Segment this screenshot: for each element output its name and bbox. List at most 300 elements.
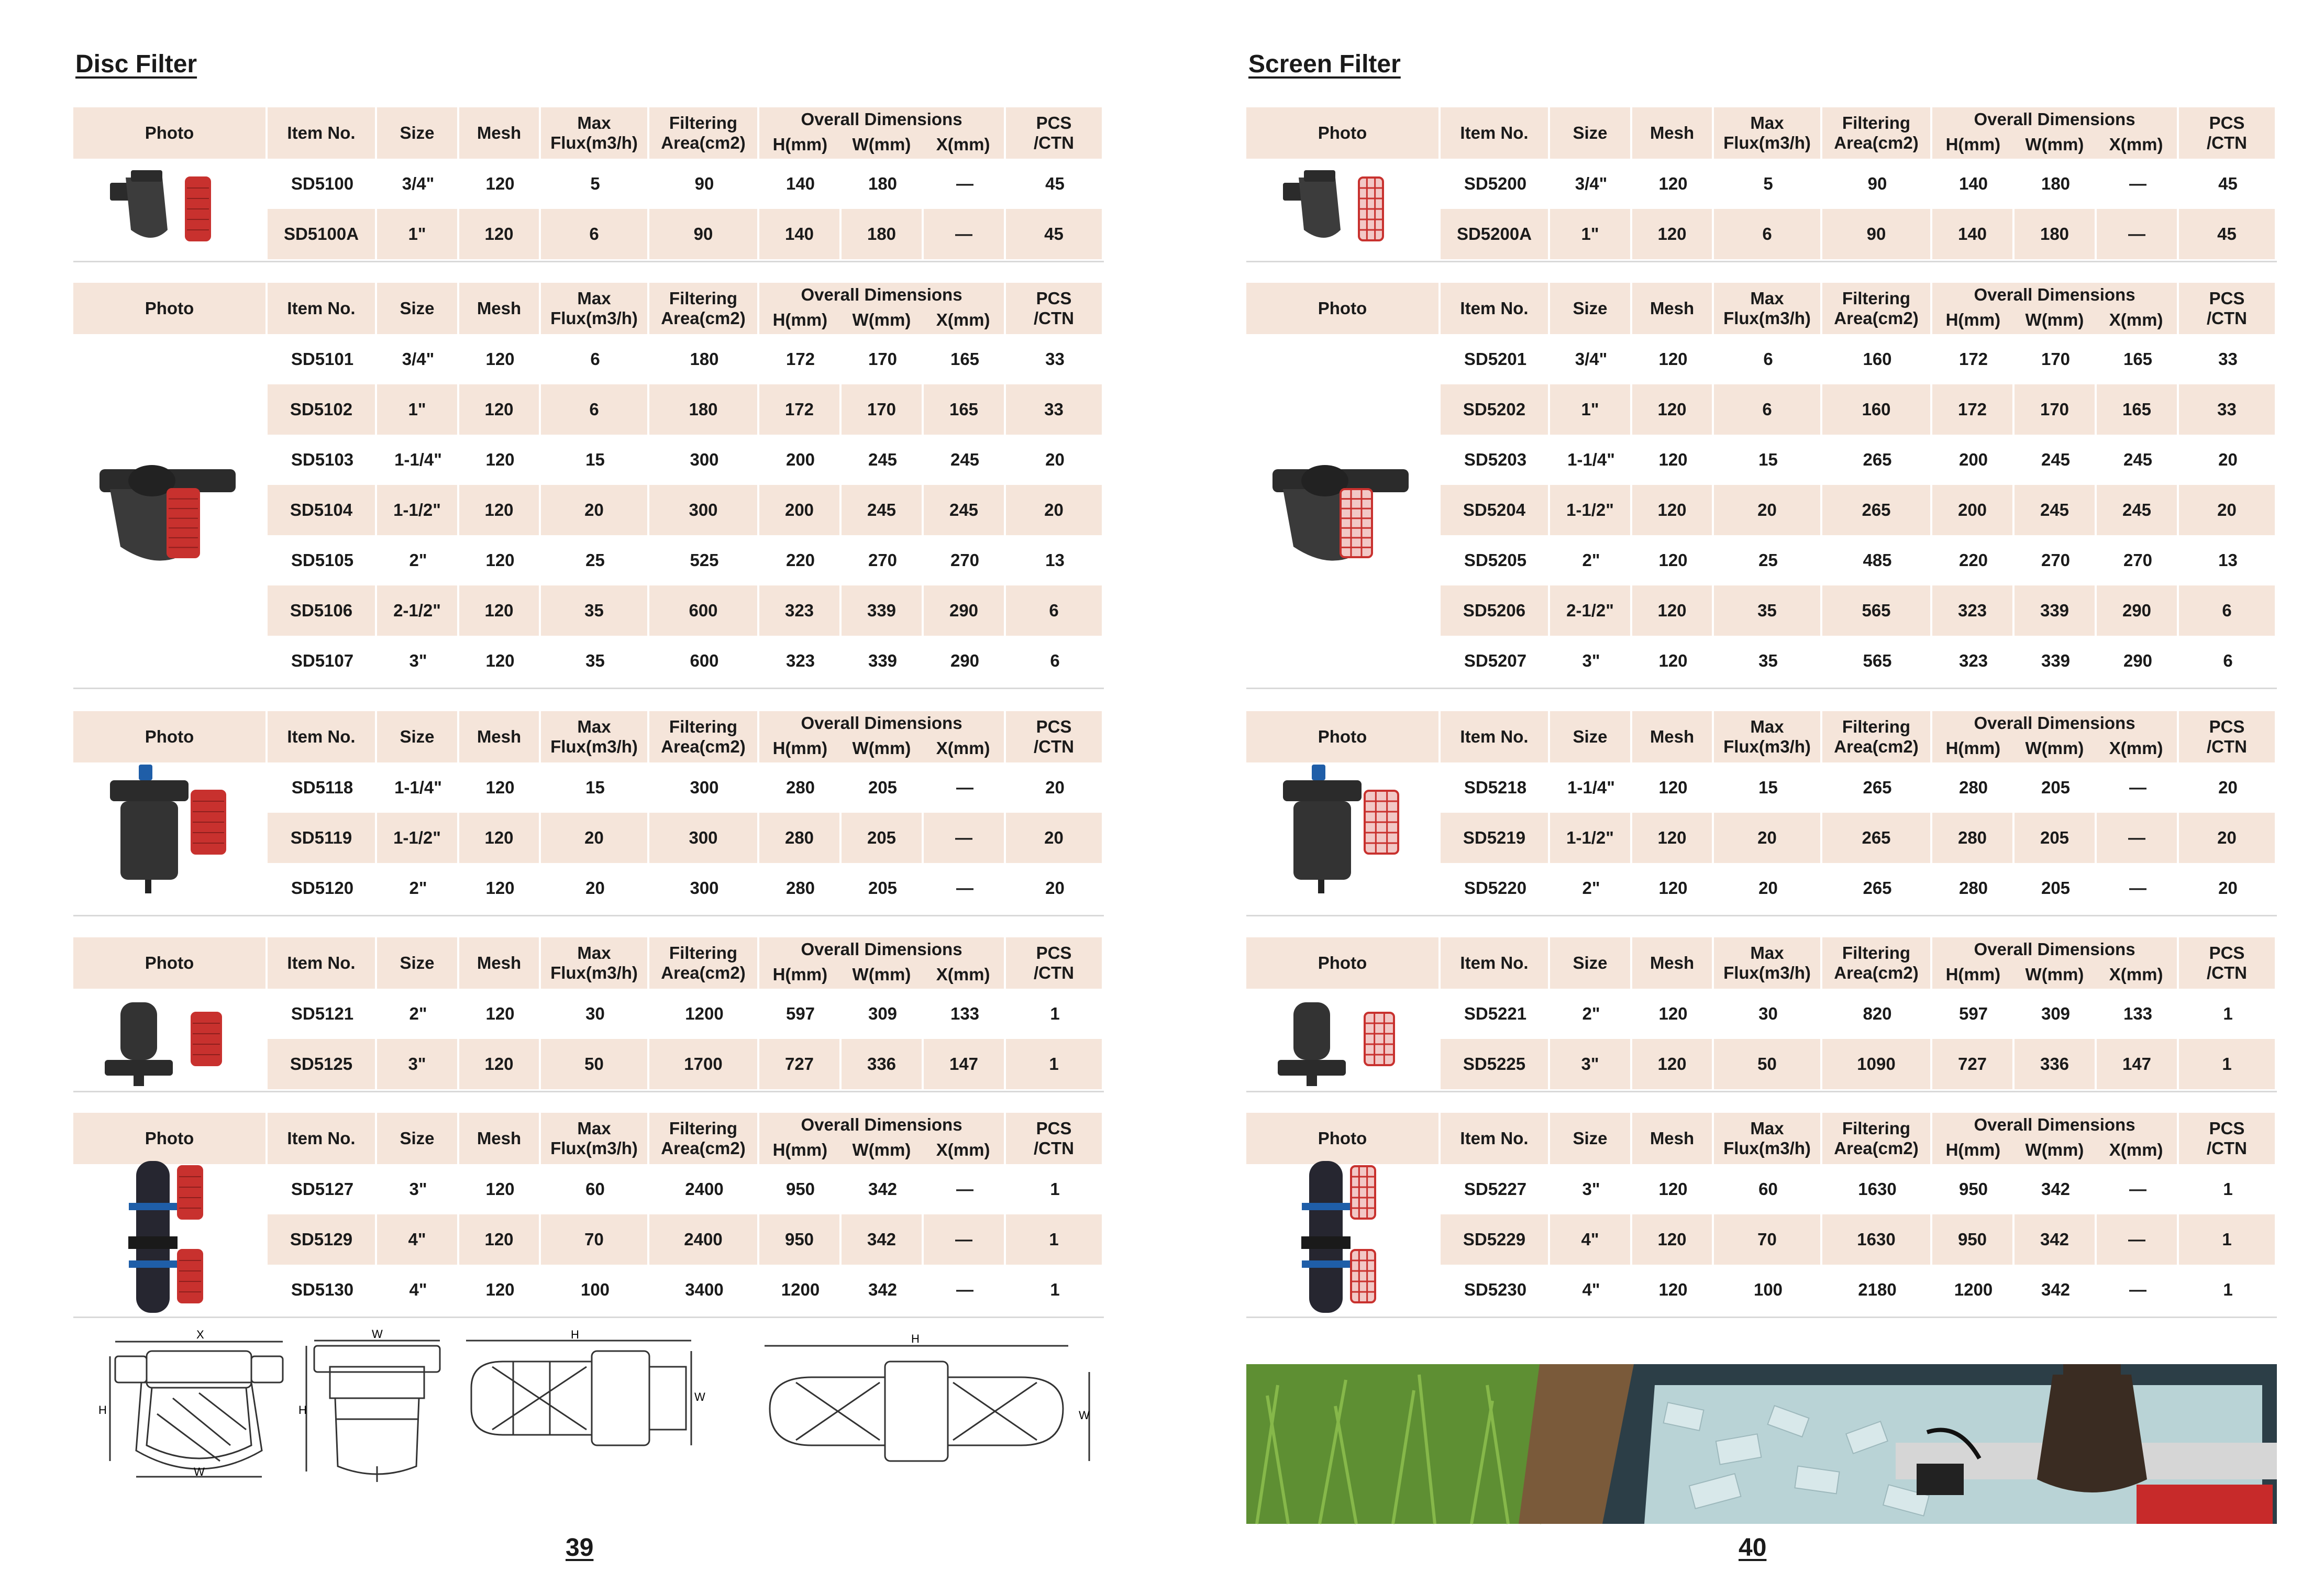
table-cell: 172 xyxy=(759,384,842,435)
header-line: Filtering xyxy=(669,113,738,132)
table-cell: 20 xyxy=(2179,485,2277,535)
table-cell: 3" xyxy=(1582,651,1600,670)
table-cell: 342 xyxy=(868,1280,898,1299)
header-filtering-area xyxy=(649,107,759,159)
table-cell: 2180 xyxy=(1858,1280,1897,1299)
table-cell: 120 xyxy=(1632,384,1714,435)
header-line: Flux(m3/h) xyxy=(1723,1138,1811,1158)
header-size: Size xyxy=(1550,107,1632,159)
table-cell: 100 xyxy=(1753,1280,1783,1299)
header-mesh: Mesh xyxy=(459,937,541,989)
table-cell: 245 xyxy=(2123,450,2153,469)
header-overall-dimensions xyxy=(1932,107,2179,159)
spec-table xyxy=(73,107,1104,262)
table-cell: 5 xyxy=(1763,174,1773,193)
table-cell: 1 xyxy=(1006,1039,1104,1089)
table-cell: 120 xyxy=(485,174,515,193)
table-row xyxy=(1441,535,2277,585)
page-number: 39 xyxy=(566,1534,594,1562)
table-cell: 120 xyxy=(485,550,515,570)
table-cell: 3/4" xyxy=(1575,349,1608,369)
table-cell: 300 xyxy=(649,813,759,863)
table-row xyxy=(268,485,1104,535)
header-line: /CTN xyxy=(1034,737,1074,756)
header-mesh: Mesh xyxy=(1632,937,1714,989)
table-cell: 5 xyxy=(590,174,600,193)
header-line: Filtering xyxy=(1842,289,1911,308)
header-max-flux xyxy=(541,937,649,989)
header-line: Max xyxy=(1750,289,1784,308)
table-cell: 120 xyxy=(1632,209,1714,259)
table-cell: 120 xyxy=(459,585,541,636)
table-cell: 565 xyxy=(1822,585,1932,636)
table-cell: 180 xyxy=(2015,209,2097,259)
table-row xyxy=(1441,863,2277,913)
table-row xyxy=(1441,209,2277,259)
table-cell: SD5206 xyxy=(1441,585,1550,636)
table-cell: 180 xyxy=(2041,174,2071,193)
table-cell: 342 xyxy=(842,1214,924,1265)
table-cell: 20 xyxy=(585,878,605,898)
header-overall-dimensions xyxy=(1932,283,2179,334)
header-line: Max xyxy=(577,717,611,736)
dimension-diagram-y-filter xyxy=(94,1330,304,1482)
header-filtering-area xyxy=(1822,711,1932,762)
table-cell: 200 xyxy=(1932,485,2015,535)
table-cell: 6 xyxy=(1714,384,1822,435)
table-cell: SD5106 xyxy=(268,585,377,636)
dimension-diagram-dual-filter xyxy=(754,1330,1100,1482)
table-row xyxy=(268,762,1104,813)
header-dim-w: W(mm) xyxy=(852,1140,911,1159)
diagram-w-label: W xyxy=(372,1327,383,1341)
header-overall-dimensions xyxy=(759,937,1006,989)
table-cell: 35 xyxy=(541,585,649,636)
table-cell: 342 xyxy=(2041,1179,2071,1199)
header-max-flux xyxy=(1714,1113,1822,1164)
spec-table xyxy=(1246,711,2277,916)
header-pcs xyxy=(2179,1113,2277,1164)
table-cell: 50 xyxy=(541,1039,649,1089)
table-cell: 1-1/4" xyxy=(394,778,442,797)
table-cell: SD5104 xyxy=(268,485,377,535)
header-photo: Photo xyxy=(73,711,268,762)
table-cell: 33 xyxy=(1006,384,1104,435)
table-cell: 2" xyxy=(1582,1004,1600,1023)
table-cell: 120 xyxy=(459,485,541,535)
header-line: PCS xyxy=(1036,289,1072,308)
header-line: Filtering xyxy=(1842,717,1911,736)
header-size: Size xyxy=(377,711,459,762)
header-max-flux xyxy=(541,1113,649,1164)
table-cell: 245 xyxy=(950,450,980,469)
table-cell: — xyxy=(2097,209,2179,259)
table-cell: 147 xyxy=(924,1039,1006,1089)
table-cell: 90 xyxy=(649,209,759,259)
header-line: Filtering xyxy=(1842,943,1911,962)
table-cell: 1-1/2" xyxy=(1550,485,1632,535)
table-cell: 45 xyxy=(1045,174,1065,193)
table-cell: 20 xyxy=(1006,485,1104,535)
header-dim-x: X(mm) xyxy=(2109,135,2163,154)
header-dim-w: W(mm) xyxy=(2025,965,2084,984)
spec-table xyxy=(1246,937,2277,1092)
table-cell: 290 xyxy=(950,651,980,670)
table-cell: 280 xyxy=(785,778,815,797)
table-cell: 60 xyxy=(585,1179,605,1199)
table-cell: 147 xyxy=(2097,1039,2179,1089)
table-cell: SD5221 xyxy=(1464,1004,1527,1023)
spec-table xyxy=(1246,1113,2277,1318)
product-photo xyxy=(1246,159,1441,259)
table-cell: 2" xyxy=(1582,878,1600,898)
table-row xyxy=(1441,435,2277,485)
table-cell: 165 xyxy=(2097,384,2179,435)
table-cell: 205 xyxy=(2015,813,2097,863)
table-cell: 6 xyxy=(1714,209,1822,259)
table-cell: 170 xyxy=(2015,384,2097,435)
table-cell: 15 xyxy=(585,450,605,469)
table-cell: SD5107 xyxy=(291,651,354,670)
diagram-h-label: H xyxy=(571,1328,579,1341)
table-cell: 727 xyxy=(1932,1039,2015,1089)
header-line: Flux(m3/h) xyxy=(550,1138,638,1158)
table-header xyxy=(73,711,1104,762)
table-cell: 172 xyxy=(1958,349,1988,369)
table-cell: 6 xyxy=(541,209,649,259)
table-cell: 120 xyxy=(485,778,515,797)
table-cell: SD5220 xyxy=(1464,878,1527,898)
table-cell: 6 xyxy=(1050,651,1060,670)
header-overall-dimensions xyxy=(759,283,1006,334)
header-pcs xyxy=(2179,711,2277,762)
header-overall-dimensions xyxy=(759,1113,1006,1164)
header-filtering-area xyxy=(649,283,759,334)
header-line: Max xyxy=(577,1119,611,1138)
table-row xyxy=(268,1214,1104,1265)
table-cell: 120 xyxy=(485,349,515,369)
table-cell: SD5120 xyxy=(291,878,354,898)
table-cell: 6 xyxy=(541,384,649,435)
spec-table xyxy=(1246,107,2277,262)
header-dim-h: H(mm) xyxy=(1945,135,2001,154)
table-cell: 200 xyxy=(785,450,815,469)
table-cell: 33 xyxy=(2179,384,2277,435)
table-row xyxy=(1441,636,2277,686)
table-cell: 339 xyxy=(842,585,924,636)
table-cell: 265 xyxy=(1863,778,1892,797)
table-cell: 133 xyxy=(950,1004,980,1023)
table-cell: — xyxy=(956,778,973,797)
table-cell: 339 xyxy=(2015,585,2097,636)
table-cell: 120 xyxy=(485,1004,515,1023)
table-cell: 950 xyxy=(1958,1179,1988,1199)
table-cell: 20 xyxy=(2218,450,2238,469)
table-cell: 309 xyxy=(868,1004,898,1023)
table-cell: 13 xyxy=(1045,550,1065,570)
header-line: Max xyxy=(577,289,611,308)
table-row xyxy=(268,334,1104,384)
table-cell: 1-1/4" xyxy=(1567,450,1615,469)
table-cell: 3" xyxy=(1582,1179,1600,1199)
table-cell: 1 xyxy=(1050,1179,1060,1199)
table-cell: — xyxy=(956,1179,973,1199)
header-line: Filtering xyxy=(669,943,738,962)
header-pcs xyxy=(1006,937,1104,989)
table-cell: 90 xyxy=(694,174,714,193)
table-row xyxy=(1441,762,2277,813)
header-line: Area(cm2) xyxy=(661,133,746,152)
table-cell: 15 xyxy=(1758,450,1778,469)
table-cell: 1 xyxy=(1050,1004,1060,1023)
table-cell: 20 xyxy=(2218,878,2238,898)
header-line: /CTN xyxy=(1034,963,1074,982)
table-cell: 1090 xyxy=(1822,1039,1932,1089)
header-mesh: Mesh xyxy=(1632,711,1714,762)
header-mesh: Mesh xyxy=(1632,107,1714,159)
header-line: Area(cm2) xyxy=(661,737,746,756)
table-cell: 120 xyxy=(1658,778,1688,797)
table-cell: 170 xyxy=(842,384,924,435)
table-cell: 300 xyxy=(690,778,719,797)
table-cell: 33 xyxy=(2218,349,2238,369)
table-cell: 3" xyxy=(1550,1039,1632,1089)
table-cell: 342 xyxy=(2041,1280,2071,1299)
header-line: Area(cm2) xyxy=(1834,133,1919,152)
table-cell: 342 xyxy=(2015,1214,2097,1265)
header-item-no: Item No. xyxy=(1441,937,1550,989)
table-cell: 90 xyxy=(1867,174,1887,193)
table-cell: 1 xyxy=(2179,1214,2277,1265)
header-line: Max xyxy=(1750,943,1784,962)
table-cell: 6 xyxy=(1763,349,1773,369)
header-line: /CTN xyxy=(2207,737,2247,756)
table-row xyxy=(1441,1214,2277,1265)
table-cell: 6 xyxy=(590,349,600,369)
table-cell: 35 xyxy=(585,651,605,670)
table-cell: 120 xyxy=(1658,349,1688,369)
table-cell: 280 xyxy=(759,813,842,863)
table-cell: 200 xyxy=(1958,450,1988,469)
table-cell: 597 xyxy=(1958,1004,1988,1023)
table-row xyxy=(1441,334,2277,384)
table-cell: 600 xyxy=(649,585,759,636)
installation-photo xyxy=(1246,1364,2277,1524)
diagram-x-label: X xyxy=(196,1328,204,1341)
table-cell: 3/4" xyxy=(1575,174,1608,193)
table-cell: 15 xyxy=(1758,778,1778,797)
page-title: Disc Filter xyxy=(75,50,197,78)
table-cell: 120 xyxy=(485,1179,515,1199)
table-cell: 180 xyxy=(690,349,719,369)
table-cell: SD5201 xyxy=(1464,349,1527,369)
header-filtering-area xyxy=(1822,937,1932,989)
table-cell: 300 xyxy=(690,450,719,469)
table-row xyxy=(1441,1164,2277,1214)
table-cell: 339 xyxy=(2041,651,2071,670)
table-cell: 1200 xyxy=(1954,1280,1993,1299)
header-item-no: Item No. xyxy=(268,107,377,159)
table-row xyxy=(1441,159,2277,209)
header-line: Filtering xyxy=(669,289,738,308)
header-dim-h: H(mm) xyxy=(772,1140,828,1159)
table-cell: — xyxy=(2129,878,2146,898)
table-cell: 120 xyxy=(1658,1280,1688,1299)
table-cell: 205 xyxy=(2041,878,2071,898)
table-cell: 485 xyxy=(1863,550,1892,570)
header-dim-h: H(mm) xyxy=(772,310,828,329)
table-cell: SD5102 xyxy=(268,384,377,435)
header-overall-dimensions xyxy=(759,711,1006,762)
table-cell: 120 xyxy=(1632,585,1714,636)
table-cell: 35 xyxy=(1714,585,1822,636)
header-dims-title: Overall Dimensions xyxy=(1974,109,2135,129)
table-cell: 1700 xyxy=(649,1039,759,1089)
table-cell: — xyxy=(956,174,973,193)
table-cell: 120 xyxy=(1632,1214,1714,1265)
diagram-w-label: W xyxy=(194,1465,205,1478)
table-cell: — xyxy=(924,813,1006,863)
table-cell: 300 xyxy=(690,878,719,898)
table-cell: 1200 xyxy=(781,1280,820,1299)
table-cell: 120 xyxy=(1658,651,1688,670)
table-cell: 165 xyxy=(950,349,980,369)
table-cell: 950 xyxy=(759,1214,842,1265)
product-photo xyxy=(73,989,268,1089)
header-filtering-area xyxy=(649,937,759,989)
table-cell: SD5200 xyxy=(1464,174,1527,193)
table-row xyxy=(268,1265,1104,1315)
header-dims-title: Overall Dimensions xyxy=(1974,939,2135,959)
table-cell: 290 xyxy=(924,585,1006,636)
table-cell: 45 xyxy=(2179,209,2277,259)
table-cell: 120 xyxy=(1658,550,1688,570)
header-size: Size xyxy=(1550,711,1632,762)
header-max-flux xyxy=(541,107,649,159)
header-line: Filtering xyxy=(1842,1119,1911,1138)
header-pcs xyxy=(1006,1113,1104,1164)
table-cell: 2" xyxy=(1582,550,1600,570)
table-cell: 160 xyxy=(1863,349,1892,369)
table-cell: 290 xyxy=(2123,651,2153,670)
table-cell: 20 xyxy=(1045,878,1065,898)
table-cell: 727 xyxy=(759,1039,842,1089)
table-cell: 220 xyxy=(785,550,815,570)
table-bottom-rule xyxy=(1246,688,2277,689)
table-cell: 1" xyxy=(1550,209,1632,259)
table-cell: 1-1/2" xyxy=(377,485,459,535)
table-cell: 205 xyxy=(868,878,898,898)
table-row xyxy=(268,209,1104,259)
table-cell: 20 xyxy=(1045,450,1065,469)
table-cell: SD5130 xyxy=(291,1280,354,1299)
header-dims-title: Overall Dimensions xyxy=(1974,713,2135,733)
table-cell: 6 xyxy=(2179,585,2277,636)
table-cell: 1200 xyxy=(685,1004,724,1023)
header-size: Size xyxy=(1550,937,1632,989)
table-cell: 160 xyxy=(1822,384,1932,435)
table-cell: 300 xyxy=(649,485,759,535)
header-pcs xyxy=(1006,283,1104,334)
header-line: PCS xyxy=(2209,289,2245,308)
header-pcs xyxy=(1006,711,1104,762)
product-photo xyxy=(73,159,268,259)
header-pcs xyxy=(2179,107,2277,159)
table-cell: SD5229 xyxy=(1441,1214,1550,1265)
diagram-w-label: W xyxy=(1079,1409,1090,1422)
header-pcs xyxy=(1006,107,1104,159)
header-photo: Photo xyxy=(1246,711,1441,762)
table-cell: 50 xyxy=(1714,1039,1822,1089)
header-line: PCS xyxy=(1036,943,1072,962)
table-cell: 342 xyxy=(868,1179,898,1199)
table-cell: 2-1/2" xyxy=(1550,585,1632,636)
table-header xyxy=(1246,1113,2277,1164)
table-cell: 172 xyxy=(1932,384,2015,435)
table-cell: 2400 xyxy=(685,1179,724,1199)
table-header xyxy=(1246,283,2277,334)
table-row xyxy=(268,585,1104,636)
table-cell: 3/4" xyxy=(402,349,435,369)
header-photo: Photo xyxy=(73,1113,268,1164)
header-max-flux xyxy=(1714,937,1822,989)
header-line: /CTN xyxy=(2207,308,2247,328)
table-cell: 180 xyxy=(868,174,898,193)
table-cell: SD5230 xyxy=(1464,1280,1527,1299)
table-cell: 265 xyxy=(1863,878,1892,898)
table-header xyxy=(1246,711,2277,762)
table-cell: 265 xyxy=(1822,485,1932,535)
table-cell: — xyxy=(956,878,973,898)
header-line: Filtering xyxy=(1842,113,1911,132)
header-dim-h: H(mm) xyxy=(1945,310,2001,329)
product-photo xyxy=(1246,989,1441,1089)
table-cell: — xyxy=(924,1214,1006,1265)
table-cell: 100 xyxy=(580,1280,610,1299)
header-mesh: Mesh xyxy=(1632,283,1714,334)
table-cell: 1630 xyxy=(1822,1214,1932,1265)
table-cell: 3400 xyxy=(685,1280,724,1299)
table-cell: 170 xyxy=(868,349,898,369)
header-item-no: Item No. xyxy=(268,711,377,762)
header-line: Max xyxy=(1750,717,1784,736)
header-dim-x: X(mm) xyxy=(936,310,990,329)
header-dim-w: W(mm) xyxy=(2025,310,2084,329)
header-line: Area(cm2) xyxy=(1834,963,1919,982)
table-bottom-rule xyxy=(1246,915,2277,916)
table-cell: SD5100 xyxy=(291,174,354,193)
table-cell: 120 xyxy=(1658,878,1688,898)
header-item-no: Item No. xyxy=(268,283,377,334)
table-cell: 2" xyxy=(409,1004,427,1023)
table-cell: 280 xyxy=(1958,778,1988,797)
header-item-no: Item No. xyxy=(1441,107,1550,159)
header-line: /CTN xyxy=(1034,133,1074,152)
table-cell: — xyxy=(2097,1214,2179,1265)
table-cell: 1 xyxy=(1006,1214,1104,1265)
table-cell: 1-1/2" xyxy=(377,813,459,863)
header-mesh: Mesh xyxy=(459,1113,541,1164)
table-cell: 60 xyxy=(1758,1179,1778,1199)
header-dim-w: W(mm) xyxy=(2025,1140,2084,1159)
header-dims-title: Overall Dimensions xyxy=(1974,285,2135,304)
table-cell: 1 xyxy=(1050,1280,1060,1299)
header-line: Area(cm2) xyxy=(1834,308,1919,328)
table-bottom-rule xyxy=(1246,1091,2277,1092)
header-line: PCS xyxy=(2209,717,2245,736)
table-cell: 3" xyxy=(409,651,427,670)
table-cell: 1 xyxy=(2223,1004,2233,1023)
